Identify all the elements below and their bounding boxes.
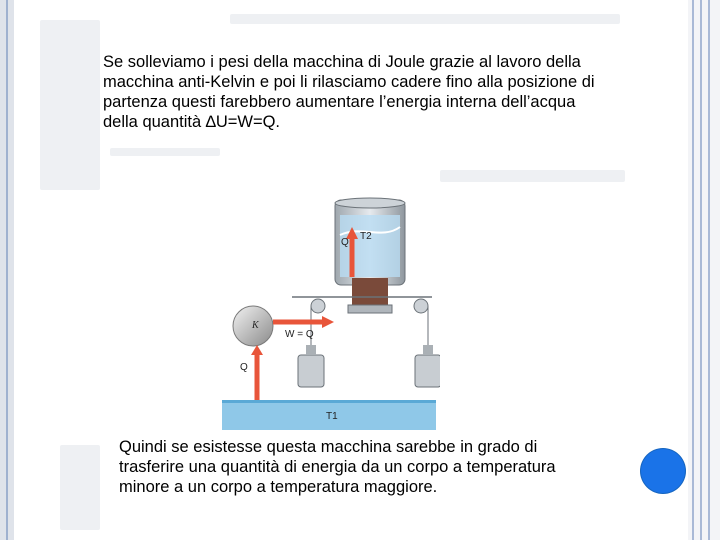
accent-circle: [641, 449, 685, 493]
label-q-left: Q: [240, 362, 248, 373]
background-watermark: [40, 20, 100, 190]
background-watermark: [110, 148, 220, 156]
background-watermark: [60, 445, 100, 530]
label-t2: T2: [360, 231, 372, 242]
right-border-line: [708, 0, 710, 540]
paragraph-anti-kelvin: Se solleviamo i pesi della macchina di Joule grazie al lavoro della macchina anti-Kelvin e poi li rilasciamo cadere fino alla posizione di partenza questi farebbero aumentare l’energia interna dell’acqua della quantità ∆U=W=Q.: [103, 53, 595, 131]
left-weight: [298, 355, 324, 387]
background-watermark: [440, 170, 625, 182]
label-k: K: [252, 320, 259, 331]
background-watermark: [230, 14, 620, 24]
paddle-rotor: [352, 278, 388, 308]
label-w: W = Q: [285, 329, 314, 340]
paragraph-conclusion: Quindi se esistesse questa macchina sarebbe in grado di trasferire una quantità di energia da un corpo a temperatura minore a un corpo a temperatura maggiore.: [119, 438, 556, 496]
joule-machine-figure: [222, 195, 440, 430]
right-border-line: [700, 0, 702, 540]
label-t1: T1: [326, 411, 338, 422]
right-weight: [415, 355, 440, 387]
left-border-line: [6, 0, 8, 540]
right-border-line: [692, 0, 694, 540]
label-q-top: Q: [341, 237, 349, 248]
